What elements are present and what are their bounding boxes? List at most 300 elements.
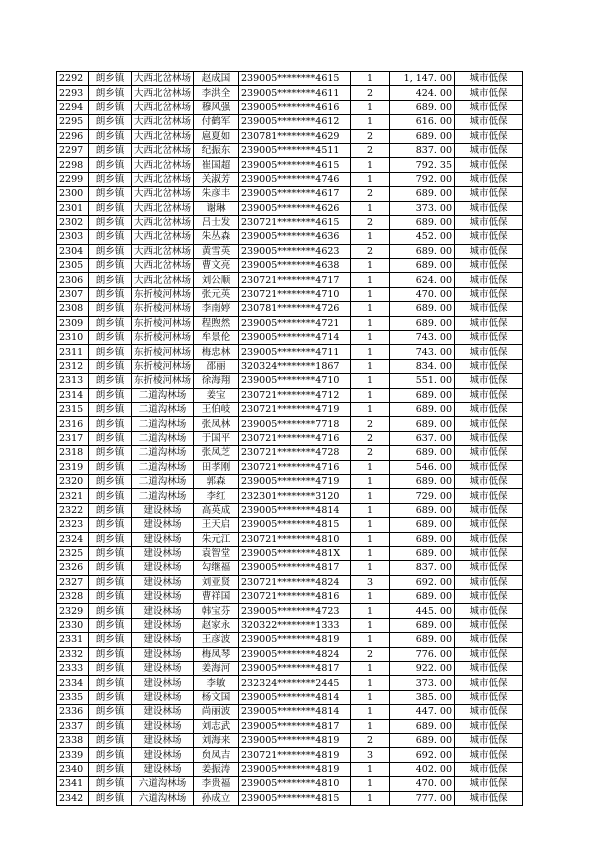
household-size-cell: 1 (351, 460, 390, 474)
forest-farm-cell: 建设林场 (132, 719, 194, 733)
town-cell: 朗乡镇 (89, 719, 132, 733)
row-number-cell: 2296 (57, 129, 89, 143)
name-cell: 邵丽 (194, 359, 239, 373)
name-cell: 朱元江 (194, 532, 239, 546)
household-size-cell: 1 (351, 259, 390, 273)
name-cell: 袁智堂 (194, 546, 239, 560)
id-number-cell: 239005********4612 (239, 115, 351, 129)
forest-farm-cell: 大西北岔林场 (132, 201, 194, 215)
household-size-cell: 1 (351, 618, 390, 632)
town-cell: 朗乡镇 (89, 762, 132, 776)
name-cell: 谢琳 (194, 201, 239, 215)
row-number-cell: 2319 (57, 460, 89, 474)
aid-type-cell: 城市低保 (455, 777, 523, 791)
household-size-cell: 3 (351, 575, 390, 589)
aid-type-cell: 城市低保 (455, 633, 523, 647)
town-cell: 朗乡镇 (89, 604, 132, 618)
town-cell: 朗乡镇 (89, 676, 132, 690)
table-row (57, 662, 523, 676)
amount-cell: 689. 00 (390, 719, 455, 733)
forest-farm-cell: 大西北岔林场 (132, 244, 194, 258)
forest-farm-cell: 建设林场 (132, 503, 194, 517)
id-number-cell: 239005********4817 (239, 719, 351, 733)
id-number-cell: 230721********4816 (239, 590, 351, 604)
name-cell: 穆风强 (194, 100, 239, 114)
id-number-cell: 230781********4726 (239, 302, 351, 316)
aid-type-cell: 城市低保 (455, 733, 523, 747)
row-number-cell: 2301 (57, 201, 89, 215)
amount-cell: 452. 00 (390, 230, 455, 244)
household-size-cell: 1 (351, 201, 390, 215)
name-cell: 朱彦丰 (194, 187, 239, 201)
amount-cell: 689. 00 (390, 518, 455, 532)
id-number-cell: 239005********4711 (239, 345, 351, 359)
amount-cell: 551. 00 (390, 374, 455, 388)
aid-type-cell: 城市低保 (455, 662, 523, 676)
household-size-cell: 1 (351, 503, 390, 517)
household-size-cell: 2 (351, 215, 390, 229)
name-cell: 付鹤军 (194, 115, 239, 129)
household-size-cell: 1 (351, 316, 390, 330)
town-cell: 朗乡镇 (89, 546, 132, 560)
forest-farm-cell: 大西北岔林场 (132, 86, 194, 100)
id-number-cell: 239005********4611 (239, 86, 351, 100)
name-cell: 崔国超 (194, 158, 239, 172)
row-number-cell: 2327 (57, 575, 89, 589)
name-cell: 姜海河 (194, 662, 239, 676)
amount-cell: 689. 00 (390, 633, 455, 647)
amount-cell: 689. 00 (390, 100, 455, 114)
amount-cell: 689. 00 (390, 618, 455, 632)
aid-type-cell: 城市低保 (455, 748, 523, 762)
amount-cell: 692. 00 (390, 748, 455, 762)
table-row (57, 86, 523, 100)
amount-cell: 624. 00 (390, 273, 455, 287)
town-cell: 朗乡镇 (89, 302, 132, 316)
name-cell: 梅忠林 (194, 345, 239, 359)
aid-type-cell: 城市低保 (455, 143, 523, 157)
table-row (57, 777, 523, 791)
forest-farm-cell: 东折棱河林场 (132, 316, 194, 330)
table-row (57, 604, 523, 618)
forest-farm-cell: 大西北岔林场 (132, 259, 194, 273)
household-size-cell: 1 (351, 345, 390, 359)
aid-type-cell: 城市低保 (455, 489, 523, 503)
household-size-cell: 2 (351, 86, 390, 100)
table-row (57, 748, 523, 762)
household-size-cell: 1 (351, 719, 390, 733)
forest-farm-cell: 建设林场 (132, 561, 194, 575)
forest-farm-cell: 大西北岔林场 (132, 115, 194, 129)
row-number-cell: 2314 (57, 388, 89, 402)
table-row (57, 244, 523, 258)
household-size-cell: 1 (351, 474, 390, 488)
row-number-cell: 2321 (57, 489, 89, 503)
row-number-cell: 2298 (57, 158, 89, 172)
forest-farm-cell: 大西北岔林场 (132, 129, 194, 143)
household-size-cell: 1 (351, 100, 390, 114)
aid-type-cell: 城市低保 (455, 201, 523, 215)
id-number-cell: 230721********4712 (239, 388, 351, 402)
town-cell: 朗乡镇 (89, 431, 132, 445)
name-cell: 姜宝 (194, 388, 239, 402)
town-cell: 朗乡镇 (89, 474, 132, 488)
household-size-cell: 1 (351, 489, 390, 503)
id-number-cell: 230721********4716 (239, 431, 351, 445)
name-cell: 牟景伦 (194, 331, 239, 345)
amount-cell: 689. 00 (390, 417, 455, 431)
amount-cell: 385. 00 (390, 690, 455, 704)
aid-type-cell: 城市低保 (455, 762, 523, 776)
name-cell: 赵家永 (194, 618, 239, 632)
id-number-cell: 239005********4710 (239, 374, 351, 388)
amount-cell: 792. 00 (390, 172, 455, 186)
name-cell: 曹祥国 (194, 590, 239, 604)
id-number-cell: 239005********4815 (239, 791, 351, 805)
forest-farm-cell: 二道沟林场 (132, 431, 194, 445)
row-number-cell: 2332 (57, 647, 89, 661)
row-number-cell: 2307 (57, 287, 89, 301)
row-number-cell: 2311 (57, 345, 89, 359)
table-row (57, 633, 523, 647)
row-number-cell: 2335 (57, 690, 89, 704)
amount-cell: 777. 00 (390, 791, 455, 805)
household-size-cell: 2 (351, 446, 390, 460)
aid-type-cell: 城市低保 (455, 532, 523, 546)
row-number-cell: 2328 (57, 590, 89, 604)
row-number-cell: 2340 (57, 762, 89, 776)
forest-farm-cell: 六道沟林场 (132, 777, 194, 791)
amount-cell: 834. 00 (390, 359, 455, 373)
row-number-cell: 2292 (57, 72, 89, 86)
table-row (57, 402, 523, 416)
forest-farm-cell: 大西北岔林场 (132, 158, 194, 172)
amount-cell: 445. 00 (390, 604, 455, 618)
amount-cell: 837. 00 (390, 143, 455, 157)
household-size-cell: 1 (351, 777, 390, 791)
town-cell: 朗乡镇 (89, 402, 132, 416)
forest-farm-cell: 大西北岔林场 (132, 100, 194, 114)
table-row (57, 489, 523, 503)
name-cell: 张凤林 (194, 417, 239, 431)
town-cell: 朗乡镇 (89, 575, 132, 589)
forest-farm-cell: 建设林场 (132, 676, 194, 690)
table-row (57, 575, 523, 589)
amount-cell: 616. 00 (390, 115, 455, 129)
id-number-cell: 239005********4824 (239, 647, 351, 661)
id-number-cell: 239005********4615 (239, 72, 351, 86)
row-number-cell: 2302 (57, 215, 89, 229)
aid-type-cell: 城市低保 (455, 618, 523, 632)
id-number-cell: 239005********4617 (239, 187, 351, 201)
household-size-cell: 2 (351, 417, 390, 431)
aid-type-cell: 城市低保 (455, 187, 523, 201)
town-cell: 朗乡镇 (89, 489, 132, 503)
aid-type-cell: 城市低保 (455, 72, 523, 86)
amount-cell: 689. 00 (390, 259, 455, 273)
forest-farm-cell: 东折棱河林场 (132, 331, 194, 345)
aid-type-cell: 城市低保 (455, 86, 523, 100)
forest-farm-cell: 建设林场 (132, 705, 194, 719)
forest-farm-cell: 二道沟林场 (132, 388, 194, 402)
name-cell: 刘公顺 (194, 273, 239, 287)
row-number-cell: 2304 (57, 244, 89, 258)
household-size-cell: 1 (351, 705, 390, 719)
table-row (57, 72, 523, 86)
aid-type-cell: 城市低保 (455, 388, 523, 402)
town-cell: 朗乡镇 (89, 230, 132, 244)
table-row (57, 719, 523, 733)
id-number-cell: 239005********4721 (239, 316, 351, 330)
aid-type-cell: 城市低保 (455, 518, 523, 532)
row-number-cell: 2338 (57, 733, 89, 747)
aid-type-cell: 城市低保 (455, 129, 523, 143)
id-number-cell: 320324********1867 (239, 359, 351, 373)
id-number-cell: 320322********1333 (239, 618, 351, 632)
aid-type-cell: 城市低保 (455, 115, 523, 129)
amount-cell: 470. 00 (390, 287, 455, 301)
row-number-cell: 2313 (57, 374, 89, 388)
table-row (57, 705, 523, 719)
id-number-cell: 239005********4714 (239, 331, 351, 345)
town-cell: 朗乡镇 (89, 345, 132, 359)
id-number-cell: 239005********4817 (239, 662, 351, 676)
row-number-cell: 2324 (57, 532, 89, 546)
name-cell: 曹文亮 (194, 259, 239, 273)
town-cell: 朗乡镇 (89, 316, 132, 330)
row-number-cell: 2341 (57, 777, 89, 791)
table-row (57, 561, 523, 575)
row-number-cell: 2293 (57, 86, 89, 100)
amount-cell: 689. 00 (390, 590, 455, 604)
forest-farm-cell: 建设林场 (132, 748, 194, 762)
town-cell: 朗乡镇 (89, 791, 132, 805)
id-number-cell: 239005********4719 (239, 474, 351, 488)
town-cell: 朗乡镇 (89, 287, 132, 301)
aid-type-cell: 城市低保 (455, 791, 523, 805)
id-number-cell: 239005********4817 (239, 561, 351, 575)
id-number-cell: 239005********4723 (239, 604, 351, 618)
table-row (57, 431, 523, 445)
id-number-cell: 230721********4716 (239, 460, 351, 474)
forest-farm-cell: 六道沟林场 (132, 791, 194, 805)
name-cell: 李贵福 (194, 777, 239, 791)
amount-cell: 689. 00 (390, 302, 455, 316)
household-size-cell: 1 (351, 532, 390, 546)
amount-cell: 689. 00 (390, 129, 455, 143)
table-row (57, 215, 523, 229)
name-cell: 张元英 (194, 287, 239, 301)
household-size-cell: 1 (351, 331, 390, 345)
amount-cell: 922. 00 (390, 662, 455, 676)
name-cell: 刘海来 (194, 733, 239, 747)
name-cell: 徐海翔 (194, 374, 239, 388)
aid-type-cell: 城市低保 (455, 417, 523, 431)
amount-cell: 1, 147. 00 (390, 72, 455, 86)
household-size-cell: 2 (351, 244, 390, 258)
household-size-cell: 1 (351, 402, 390, 416)
row-number-cell: 2303 (57, 230, 89, 244)
town-cell: 朗乡镇 (89, 518, 132, 532)
table-row (57, 359, 523, 373)
id-number-cell: 239005********4814 (239, 705, 351, 719)
row-number-cell: 2336 (57, 705, 89, 719)
aid-type-cell: 城市低保 (455, 402, 523, 416)
name-cell: 王天启 (194, 518, 239, 532)
table-row (57, 374, 523, 388)
name-cell: 纪振东 (194, 143, 239, 157)
household-size-cell: 1 (351, 287, 390, 301)
amount-cell: 692. 00 (390, 575, 455, 589)
forest-farm-cell: 大西北岔林场 (132, 215, 194, 229)
amount-cell: 689. 00 (390, 187, 455, 201)
household-size-cell: 2 (351, 187, 390, 201)
table-row (57, 287, 523, 301)
forest-farm-cell: 东折棱河林场 (132, 374, 194, 388)
forest-farm-cell: 建设林场 (132, 590, 194, 604)
id-number-cell: 239005********481X (239, 546, 351, 560)
town-cell: 朗乡镇 (89, 359, 132, 373)
forest-farm-cell: 东折棱河林场 (132, 302, 194, 316)
amount-cell: 776. 00 (390, 647, 455, 661)
table-row (57, 460, 523, 474)
household-size-cell: 1 (351, 359, 390, 373)
town-cell: 朗乡镇 (89, 244, 132, 258)
aid-type-cell: 城市低保 (455, 503, 523, 517)
amount-cell: 689. 00 (390, 244, 455, 258)
town-cell: 朗乡镇 (89, 633, 132, 647)
town-cell: 朗乡镇 (89, 187, 132, 201)
table-row (57, 115, 523, 129)
aid-type-cell: 城市低保 (455, 100, 523, 114)
table-row (57, 158, 523, 172)
id-number-cell: 239005********4746 (239, 172, 351, 186)
amount-cell: 447. 00 (390, 705, 455, 719)
row-number-cell: 2300 (57, 187, 89, 201)
town-cell: 朗乡镇 (89, 86, 132, 100)
id-number-cell: 232301********3120 (239, 489, 351, 503)
table-row (57, 676, 523, 690)
aid-type-cell: 城市低保 (455, 273, 523, 287)
household-size-cell: 1 (351, 158, 390, 172)
id-number-cell: 239005********4511 (239, 143, 351, 157)
town-cell: 朗乡镇 (89, 705, 132, 719)
town-cell: 朗乡镇 (89, 72, 132, 86)
forest-farm-cell: 建设林场 (132, 662, 194, 676)
id-number-cell: 230721********4819 (239, 748, 351, 762)
town-cell: 朗乡镇 (89, 590, 132, 604)
amount-cell: 729. 00 (390, 489, 455, 503)
id-number-cell: 239005********4615 (239, 158, 351, 172)
forest-farm-cell: 建设林场 (132, 532, 194, 546)
row-number-cell: 2339 (57, 748, 89, 762)
amount-cell: 637. 00 (390, 431, 455, 445)
name-cell: 王彦波 (194, 633, 239, 647)
town-cell: 朗乡镇 (89, 618, 132, 632)
aid-type-cell: 城市低保 (455, 431, 523, 445)
forest-farm-cell: 建设林场 (132, 633, 194, 647)
table-row (57, 143, 523, 157)
town-cell: 朗乡镇 (89, 733, 132, 747)
town-cell: 朗乡镇 (89, 417, 132, 431)
household-size-cell: 1 (351, 273, 390, 287)
household-size-cell: 1 (351, 791, 390, 805)
amount-cell: 689. 00 (390, 446, 455, 460)
table-row (57, 733, 523, 747)
amount-cell: 792. 35 (390, 158, 455, 172)
aid-type-cell: 城市低保 (455, 374, 523, 388)
name-cell: 于国平 (194, 431, 239, 445)
forest-farm-cell: 大西北岔林场 (132, 172, 194, 186)
aid-type-cell: 城市低保 (455, 230, 523, 244)
table-row (57, 518, 523, 532)
town-cell: 朗乡镇 (89, 777, 132, 791)
name-cell: 郭森 (194, 474, 239, 488)
table-row (57, 273, 523, 287)
row-number-cell: 2312 (57, 359, 89, 373)
forest-farm-cell: 建设林场 (132, 575, 194, 589)
table-row (57, 532, 523, 546)
aid-type-cell: 城市低保 (455, 287, 523, 301)
table-row (57, 690, 523, 704)
name-cell: 张凤芝 (194, 446, 239, 460)
table-row (57, 647, 523, 661)
name-cell: 扈夏如 (194, 129, 239, 143)
id-number-cell: 239005********4819 (239, 762, 351, 776)
town-cell: 朗乡镇 (89, 259, 132, 273)
amount-cell: 689. 00 (390, 402, 455, 416)
row-number-cell: 2342 (57, 791, 89, 805)
id-number-cell: 239005********4810 (239, 777, 351, 791)
id-number-cell: 230721********4717 (239, 273, 351, 287)
row-number-cell: 2299 (57, 172, 89, 186)
aid-type-cell: 城市低保 (455, 215, 523, 229)
name-cell: 韩宝芬 (194, 604, 239, 618)
name-cell: 尚丽波 (194, 705, 239, 719)
aid-type-cell: 城市低保 (455, 705, 523, 719)
aid-type-cell: 城市低保 (455, 316, 523, 330)
row-number-cell: 2306 (57, 273, 89, 287)
aid-type-cell: 城市低保 (455, 575, 523, 589)
name-cell: 程煦然 (194, 316, 239, 330)
name-cell: 孙成立 (194, 791, 239, 805)
town-cell: 朗乡镇 (89, 460, 132, 474)
name-cell: 杨文国 (194, 690, 239, 704)
row-number-cell: 2295 (57, 115, 89, 129)
town-cell: 朗乡镇 (89, 172, 132, 186)
row-number-cell: 2294 (57, 100, 89, 114)
household-size-cell: 2 (351, 733, 390, 747)
name-cell: 高英成 (194, 503, 239, 517)
household-size-cell: 1 (351, 690, 390, 704)
aid-type-cell: 城市低保 (455, 172, 523, 186)
forest-farm-cell: 大西北岔林场 (132, 187, 194, 201)
table-row (57, 446, 523, 460)
table-row (57, 618, 523, 632)
id-number-cell: 239005********4819 (239, 633, 351, 647)
row-number-cell: 2310 (57, 331, 89, 345)
household-size-cell: 1 (351, 590, 390, 604)
name-cell: 梅凤琴 (194, 647, 239, 661)
table-row (57, 201, 523, 215)
aid-type-cell: 城市低保 (455, 676, 523, 690)
household-size-cell: 1 (351, 762, 390, 776)
aid-type-cell: 城市低保 (455, 719, 523, 733)
table-row (57, 100, 523, 114)
id-number-cell: 230721********4710 (239, 287, 351, 301)
amount-cell: 546. 00 (390, 460, 455, 474)
name-cell: 王伯岐 (194, 402, 239, 416)
